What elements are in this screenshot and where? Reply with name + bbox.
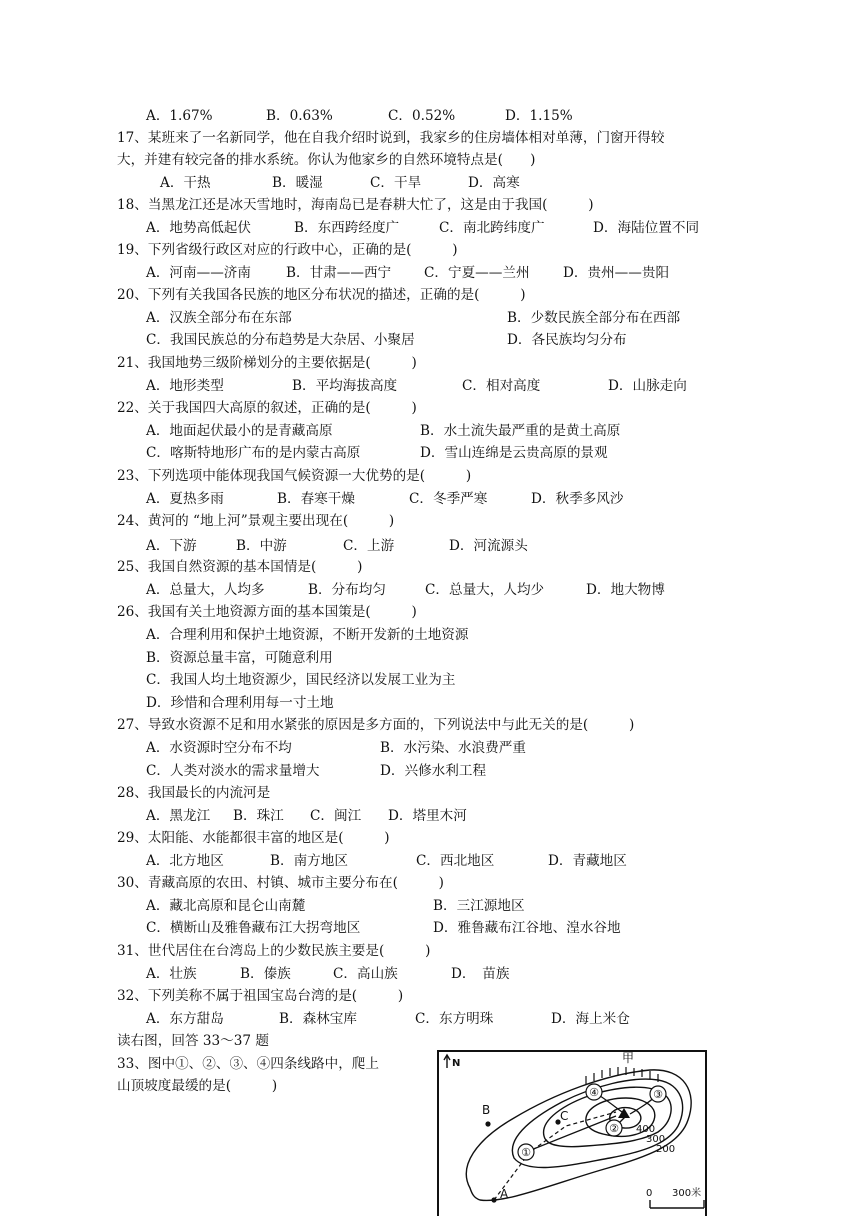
q31-option-c: C．高山族 bbox=[333, 966, 398, 982]
q19-option-b: B．甘肃——西宁 bbox=[286, 265, 392, 281]
q26-option-c: C．我国人均土地资源少，国民经济以发展工业为主 bbox=[146, 672, 456, 688]
q20-option-c: C．我国民族总的分布趋势是大杂居、小聚居 bbox=[146, 332, 415, 348]
q25-option-b: B．分布均匀 bbox=[308, 582, 386, 598]
q27-option-a: A．水资源时空分布不均 bbox=[146, 740, 292, 756]
q17-stem-line-1: 17、某班来了一名新同学，他在自我介绍时说到，我家乡的住房墙体相对单薄，门窗开得较 bbox=[117, 130, 665, 146]
point-a-dot bbox=[491, 1197, 496, 1202]
q21-option-d: D．山脉走向 bbox=[608, 378, 687, 394]
q29-option-d: D．青藏地区 bbox=[548, 853, 627, 869]
read-figure-prompt: 读右图，回答 33～37 题 bbox=[117, 1033, 269, 1049]
q18-stem: 18、当黑龙江还是冰天雪地时，海南岛已是春耕大忙了，这是由于我国( ) bbox=[117, 197, 594, 213]
q26-option-b: B．资源总量丰富，可随意利用 bbox=[146, 650, 333, 666]
summit-triangle-icon bbox=[618, 1108, 630, 1118]
q33-stem-line-2: 山顶坡度最缓的是( ) bbox=[117, 1078, 278, 1094]
q17-option-c: C．干旱 bbox=[370, 175, 422, 191]
q21-option-c: C．相对高度 bbox=[462, 378, 541, 394]
contour-label-400: 400 bbox=[636, 1124, 656, 1135]
scale-value-label: 300米 bbox=[672, 1188, 702, 1199]
route-2-label: ② bbox=[609, 1122, 619, 1135]
q28-option-c: C．闽江 bbox=[310, 808, 362, 824]
q25-option-d: D．地大物博 bbox=[586, 582, 665, 598]
q27-option-d: D．兴修水利工程 bbox=[380, 763, 487, 779]
q24-stem: 24、黄河的 “地上河”景观主要出现在( ) bbox=[117, 513, 395, 529]
q21-option-a: A．地形类型 bbox=[146, 378, 224, 394]
contour-label-300: 300 bbox=[646, 1134, 666, 1145]
jia-label: 甲 bbox=[622, 1051, 635, 1065]
contour-map-figure bbox=[436, 1048, 708, 1216]
q25-stem: 25、我国自然资源的基本国情是( ) bbox=[117, 559, 363, 575]
q31-option-b: B．傣族 bbox=[240, 966, 291, 982]
q24-option-a: A．下游 bbox=[146, 538, 197, 554]
point-a-label: A bbox=[500, 1187, 509, 1201]
q25-option-a: A．总量大，人均多 bbox=[146, 582, 265, 598]
q20-option-a: A．汉族全部分布在东部 bbox=[146, 310, 292, 326]
point-c-label: C bbox=[560, 1109, 569, 1123]
contour-label-200: 200 bbox=[656, 1144, 676, 1155]
q30-option-c: C．横断山及雅鲁藏布江大拐弯地区 bbox=[146, 920, 361, 936]
q16-option-a: A．1.67% bbox=[146, 108, 213, 124]
q24-option-c: C．上游 bbox=[343, 538, 395, 554]
q19-option-a: A．河南——济南 bbox=[146, 265, 251, 281]
q31-stem: 31、世代居住在台湾岛上的少数民族主要是( ) bbox=[117, 943, 431, 959]
q21-stem: 21、我国地势三级阶梯划分的主要依据是( ) bbox=[117, 355, 417, 371]
q18-option-c: C．南北跨纬度广 bbox=[439, 220, 545, 236]
q16-option-d: D．1.15% bbox=[505, 108, 573, 124]
q22-option-a: A．地面起伏最小的是青藏高原 bbox=[146, 423, 333, 439]
dashed-route bbox=[494, 1112, 616, 1200]
q25-option-c: C．总量大，人均少 bbox=[425, 582, 545, 598]
q19-option-c: C．宁夏——兰州 bbox=[424, 265, 530, 281]
route-4-label: ④ bbox=[589, 1086, 599, 1099]
q24-option-b: B．中游 bbox=[236, 538, 287, 554]
q19-option-d: D．贵州——贵阳 bbox=[563, 265, 670, 281]
q30-option-b: B．三江源地区 bbox=[433, 898, 525, 914]
north-arrow-icon bbox=[444, 1055, 450, 1068]
q20-stem: 20、下列有关我国各民族的地区分布状况的描述，正确的是( ) bbox=[117, 287, 526, 303]
q22-stem: 22、关于我国四大高原的叙述，正确的是( ) bbox=[117, 400, 417, 416]
q17-stem-line-2: 大，并建有较完备的排水系统。你认为他家乡的自然环境特点是( ) bbox=[117, 152, 536, 168]
q32-option-b: B．森林宝库 bbox=[279, 1011, 357, 1027]
q29-option-c: C．西北地区 bbox=[416, 853, 495, 869]
q16-option-b: B．0.63% bbox=[266, 108, 333, 124]
q27-option-b: B．水污染、水浪费严重 bbox=[380, 740, 526, 756]
scale-bar bbox=[650, 1200, 704, 1208]
q23-stem: 23、下列选项中能体现我国气候资源一大优势的是( ) bbox=[117, 468, 472, 484]
q23-option-a: A．夏热多雨 bbox=[146, 491, 224, 507]
q23-option-b: B．春寒干燥 bbox=[277, 491, 355, 507]
q31-option-a: A．壮族 bbox=[146, 966, 197, 982]
q32-stem: 32、下列美称不属于祖国宝岛台湾的是( ) bbox=[117, 988, 404, 1004]
q24-option-d: D．河流源头 bbox=[449, 538, 528, 554]
q30-option-d: D．雅鲁藏布江谷地、湟水谷地 bbox=[433, 920, 621, 936]
q17-option-a: A．干热 bbox=[160, 175, 211, 191]
route-1-label: ① bbox=[521, 1146, 531, 1159]
point-b-label: B bbox=[482, 1103, 491, 1117]
scale-zero-label: 0 bbox=[646, 1188, 653, 1199]
q32-option-c: C．东方明珠 bbox=[415, 1011, 494, 1027]
route-3-label: ③ bbox=[653, 1088, 663, 1101]
q27-stem: 27、导致水资源不足和用水紧张的原因是多方面的，下列说法中与此无关的是( ) bbox=[117, 717, 635, 733]
q27-option-c: C．人类对淡水的需求量增大 bbox=[146, 763, 320, 779]
q26-option-d: D．珍惜和合理利用每一寸土地 bbox=[146, 695, 334, 711]
q17-option-d: D．高寒 bbox=[468, 175, 520, 191]
north-label: N bbox=[452, 1058, 461, 1069]
q29-option-b: B．南方地区 bbox=[270, 853, 348, 869]
q32-option-a: A．东方甜岛 bbox=[146, 1011, 224, 1027]
q28-stem: 28、我国最长的内流河是 bbox=[117, 785, 271, 801]
q32-option-d: D．海上米仓 bbox=[551, 1011, 630, 1027]
q20-option-d: D．各民族均匀分布 bbox=[507, 332, 627, 348]
q23-option-d: D．秋季多风沙 bbox=[531, 491, 624, 507]
q17-option-b: B．暖湿 bbox=[272, 175, 323, 191]
q30-option-a: A．藏北高原和昆仑山南麓 bbox=[146, 898, 306, 914]
q29-stem: 29、太阳能、水能都很丰富的地区是( ) bbox=[117, 830, 390, 846]
q18-option-a: A．地势高低起伏 bbox=[146, 220, 251, 236]
q28-option-d: D．塔里木河 bbox=[388, 808, 467, 824]
q22-option-c: C．喀斯特地形广布的是内蒙古高原 bbox=[146, 445, 361, 461]
q26-stem: 26、我国有关土地资源方面的基本国策是( ) bbox=[117, 604, 417, 620]
q18-option-b: B．东西跨经度广 bbox=[294, 220, 400, 236]
q28-option-a: A．黑龙江 bbox=[146, 808, 211, 824]
q20-option-b: B．少数民族全部分布在西部 bbox=[507, 310, 681, 326]
q30-stem: 30、青藏高原的农田、村镇、城市主要分布在( ) bbox=[117, 875, 444, 891]
q16-option-c: C．0.52% bbox=[388, 108, 456, 124]
point-b-dot bbox=[485, 1121, 490, 1126]
q31-option-d: D． 苗族 bbox=[451, 966, 510, 982]
q19-stem: 19、下列省级行政区对应的行政中心，正确的是( ) bbox=[117, 242, 458, 258]
q18-option-d: D．海陆位置不同 bbox=[593, 220, 700, 236]
q23-option-c: C．冬季严寒 bbox=[409, 491, 488, 507]
q22-option-d: D．雪山连绵是云贵高原的景观 bbox=[420, 445, 608, 461]
q28-option-b: B．珠江 bbox=[233, 808, 284, 824]
q26-option-a: A．合理利用和保护土地资源，不断开发新的土地资源 bbox=[146, 627, 469, 643]
q22-option-b: B．水土流失最严重的是黄土高原 bbox=[420, 423, 621, 439]
q33-stem-line-1: 33、图中①、②、③、④四条线路中，爬上 bbox=[117, 1056, 379, 1072]
q29-option-a: A．北方地区 bbox=[146, 853, 224, 869]
q21-option-b: B．平均海拔高度 bbox=[292, 378, 398, 394]
